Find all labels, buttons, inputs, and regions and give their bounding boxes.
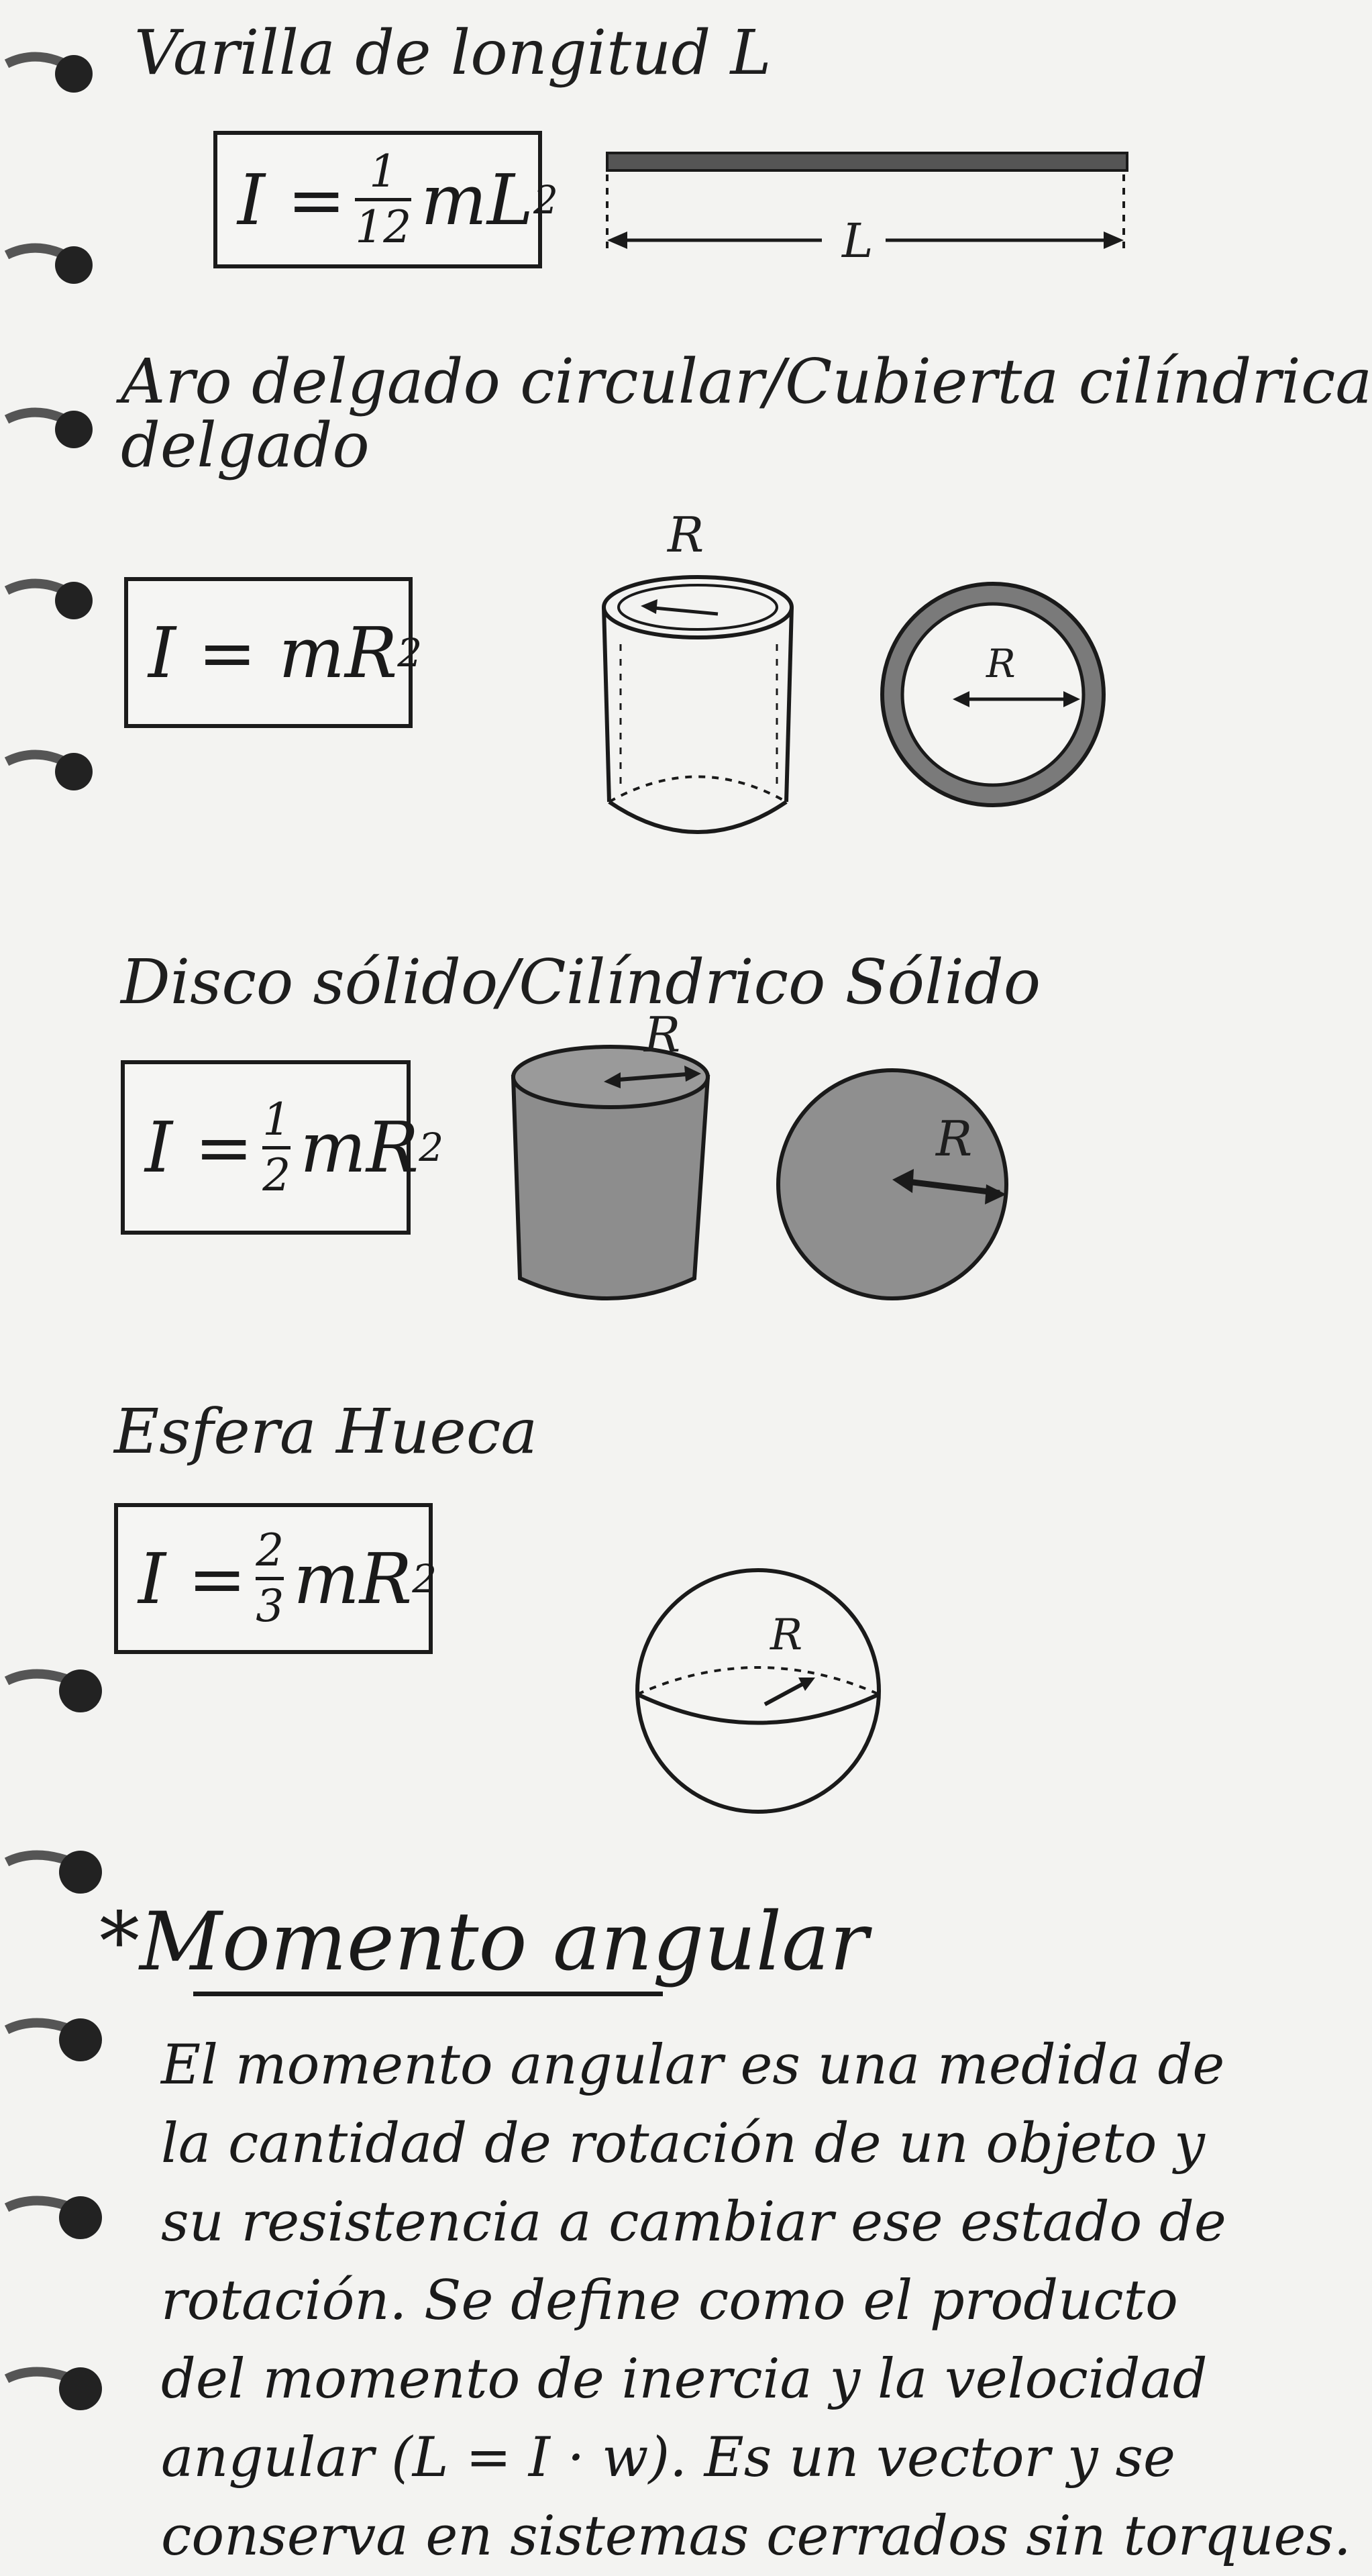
formula-lhs: I = xyxy=(148,611,257,694)
paragraph-line: El momento angular es una medida de xyxy=(161,2034,1225,2097)
disk-title: Disco sólido/Cilíndrico Sólido xyxy=(121,946,1041,1018)
formula-exponent: 2 xyxy=(412,1555,437,1602)
rod-title: Varilla de longitud L xyxy=(134,17,772,89)
momento-paragraph xyxy=(161,2026,1351,2576)
formula-rest: mR xyxy=(293,1537,413,1620)
fraction-numerator: 1 xyxy=(262,1093,291,1145)
rod-length-label: L xyxy=(842,213,874,268)
paragraph-line: angular (L = I · w). Es un vector y se xyxy=(161,2426,1175,2489)
fraction-denominator: 12 xyxy=(355,201,412,253)
shell-radius-label: R xyxy=(668,507,704,563)
sphere-radius-label: R xyxy=(770,1610,803,1660)
hoop-title-line2: delgado xyxy=(121,409,370,481)
formula-lhs: I = xyxy=(138,1537,247,1620)
fraction-numerator: 1 xyxy=(369,146,398,197)
paragraph-line: rotación. Se define como el producto xyxy=(161,2269,1178,2332)
paragraph-line: su resistencia a cambiar ese estado de xyxy=(161,2191,1226,2254)
formula-rest: mR xyxy=(300,1106,419,1188)
formula-lhs: I = xyxy=(238,158,346,241)
formula-rest: mL xyxy=(421,158,533,241)
formula-exponent: 2 xyxy=(533,176,558,223)
formula-exponent: 2 xyxy=(419,1125,444,1170)
hoop-title-line1: Aro delgado circular/Cubierta cilíndrica xyxy=(121,346,1372,417)
fraction-numerator: 2 xyxy=(256,1525,284,1576)
ring-radius-label: R xyxy=(986,641,1016,686)
fraction-denominator: 3 xyxy=(256,1580,284,1632)
momento-heading: *Momento angular xyxy=(99,1896,869,1989)
sphere-title: Esfera Hueca xyxy=(114,1396,538,1467)
formula-lhs: I = xyxy=(145,1106,254,1188)
heading-underline xyxy=(193,1992,663,1996)
fraction-denominator: 2 xyxy=(262,1149,291,1201)
cylinder-radius-label: R xyxy=(644,1007,681,1063)
paragraph-line: conserva en sistemas cerrados sin torques. xyxy=(161,2505,1351,2568)
disk-radius-label: R xyxy=(936,1111,973,1167)
paragraph-line: del momento de inercia y la velocidad xyxy=(161,2348,1208,2411)
formula-exponent: 2 xyxy=(397,629,423,676)
formula-rest: mR xyxy=(278,611,398,694)
paragraph-line: la cantidad de rotación de un objeto y xyxy=(161,2112,1205,2175)
